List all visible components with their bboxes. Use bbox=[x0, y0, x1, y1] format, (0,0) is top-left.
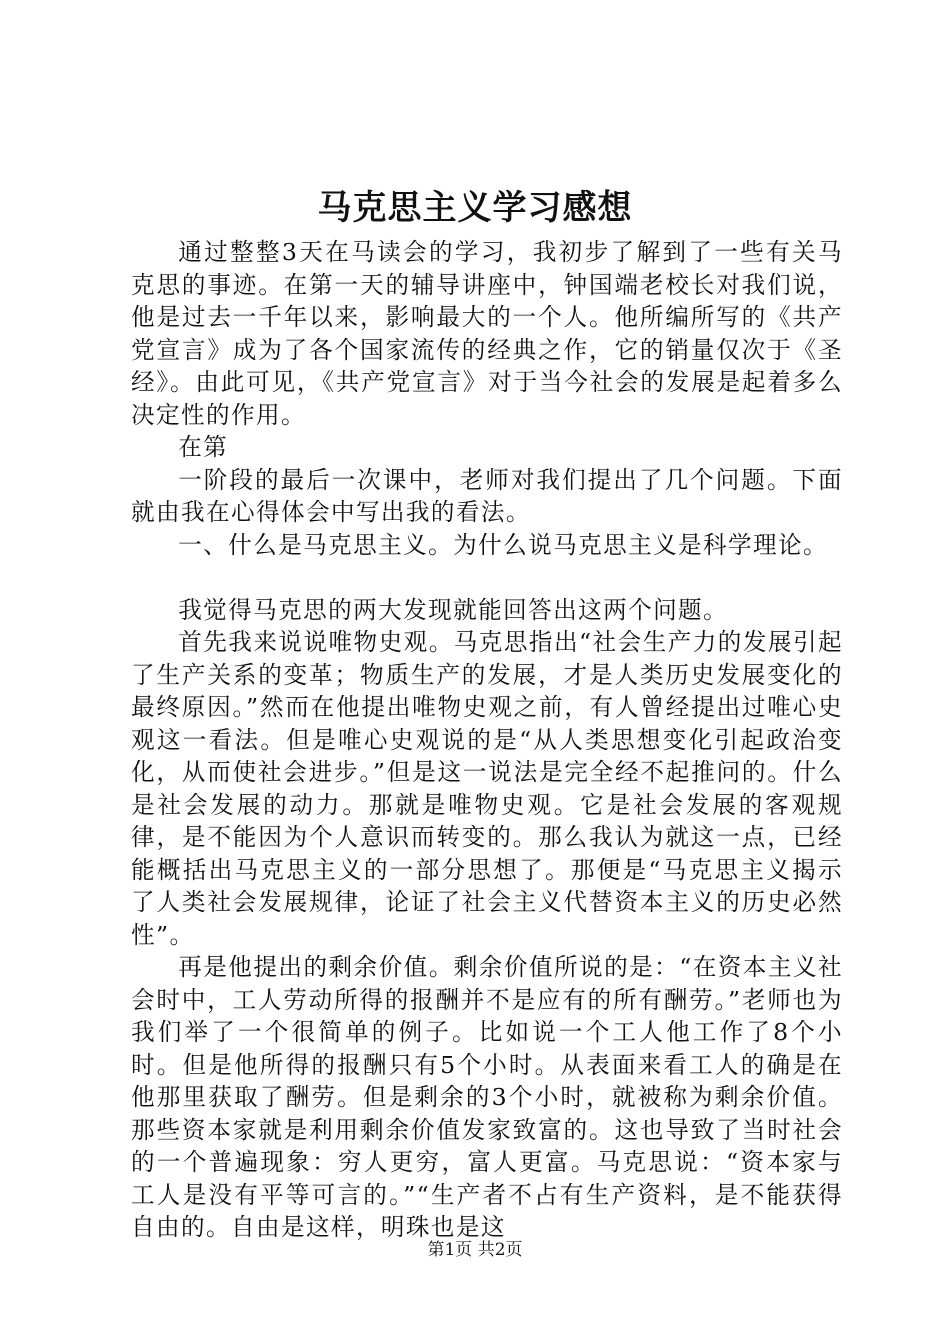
paragraph-question-one: 一、什么是马克思主义。为什么说马克思主义是科学理论。 bbox=[178, 530, 829, 559]
page-number-footer: 第1页 共2页 bbox=[427, 1240, 523, 1260]
document-body bbox=[131, 236, 843, 1244]
paragraph-spacer bbox=[131, 561, 843, 594]
paragraph-fragment: 在第 bbox=[178, 433, 229, 461]
paragraph-stage-one: 一阶段的最后一次课中，老师对我们提出了几个问题。下面就由我在心得体会中写出我的看法。 bbox=[131, 465, 843, 526]
document-title: 马克思主义学习感想 bbox=[317, 188, 633, 228]
paragraph-historical-materialism: 首先我来说说唯物史观。马克思指出“社会生产力的发展引起了生产关系的变革；物质生产的发展，才是人类历史发展变化的最终原因。”然而在他提出唯物史观之前，有人曾经提出过唯心史观这一看法。但是唯心史观说的是“从人类思想变化引起政治变化，从而使社会进步。”但是这一说法是完全经不起推问的。什么是社会发展的动力。那就是唯物史观。它是社会发展的客观规律，是不能因为个人意识而转变的。那么我认为就这一点，已经能概括出马克思主义的一部分思想了。那便是“马克思主义揭示了人类社会发展规律，论证了社会主义代替资本主义的历史必然性”。 bbox=[131, 628, 843, 949]
paragraph-surplus-value: 再是他提出的剩余价值。剩余价值所说的是：“在资本主义社会时中，工人劳动所得的报酬并不是应有的所有酬劳。”老师也为我们举了一个很简单的例子。比如说一个工人他工作了8个小时。但是他所得的报酬只有5个小时。从表面来看工人的确是在他那里获取了酬劳。但是剩余的3个小时，就被称为剩余价值。那些资本家就是利用剩余价值发家致富的。这也导致了当时社会的一个普遍现象：穷人更穷，富人更富。马克思说：“资本家与工人是没有平等可言的。”“生产者不占有生产资料，是不能获得自由的。自由是这样，明珠也是这 bbox=[131, 953, 843, 1241]
paragraph-intro: 通过整整3天在马读会的学习，我初步了解到了一些有关马克思的事迹。在第一天的辅导讲座中，钟国端老校长对我们说，他是过去一千年以来，影响最大的一个人。他所编所写的《共产党宣言》成为了各个国家流传的经典之作，它的销量仅次于《圣经》。由此可见，《共产党宣言》对于当今社会的发展是起着多么决定性的作用。 bbox=[131, 238, 843, 429]
paragraph-answer-intro: 我觉得马克思的两大发现就能回答出这两个问题。 bbox=[178, 595, 729, 624]
